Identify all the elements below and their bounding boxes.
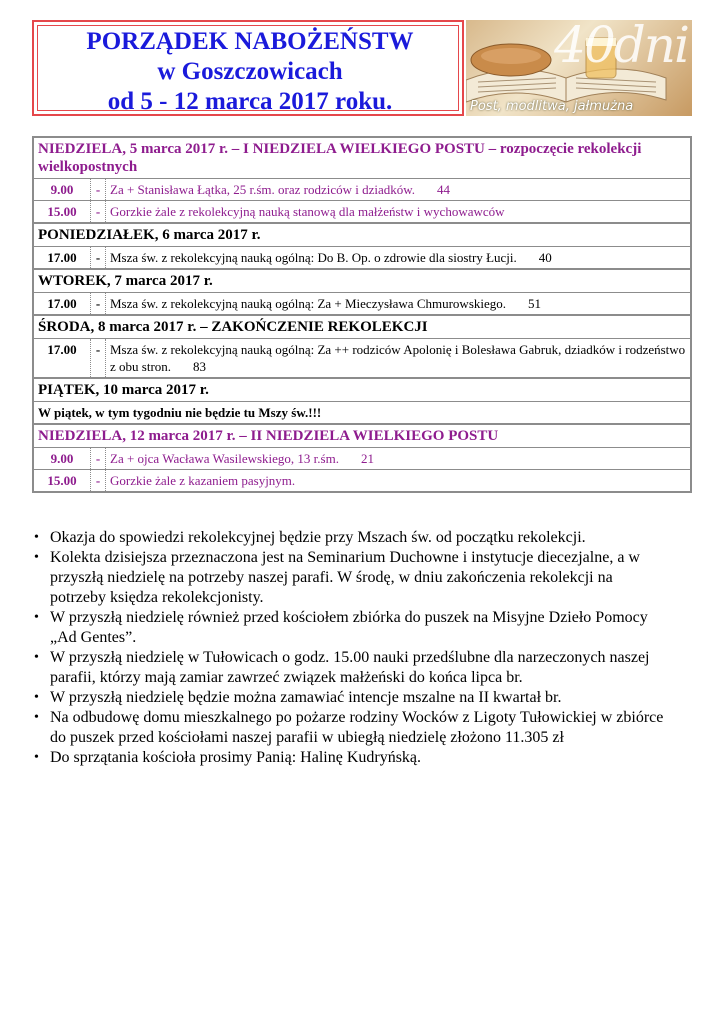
announcement-item — [32, 608, 672, 648]
intention-text: Gorzkie żale z rekolekcyjną nauką stanową dla małżeństw i wychowawców — [110, 204, 505, 219]
intention-number: 44 — [437, 182, 451, 197]
mass-entry — [34, 200, 690, 222]
announcement-text: Na odbudowę domu mieszkalnego po pożarze rodziny Wocków z Ligoty Tułowickiej w zbiórce do puszek przed kościołami naszej parafii w ubiegłą niedzielę złożono 11.305 zł — [50, 709, 664, 746]
mass-intention — [106, 247, 690, 268]
separator-dash: - — [91, 293, 106, 314]
intention-text: Za + ojca Wacława Wasilewskiego, 13 r.śm. — [110, 451, 339, 466]
mass-entry — [34, 292, 690, 314]
announcement-item — [32, 548, 672, 608]
mass-time: 17.00 — [34, 293, 91, 314]
day-heading: NIEDZIELA, 12 marca 2017 r. – II NIEDZIELA WIELKIEGO POSTU — [38, 428, 499, 444]
mass-intention — [106, 293, 690, 314]
intention-number: 21 — [360, 451, 374, 466]
mass-time: 15.00 — [34, 470, 91, 491]
announcement-item — [32, 688, 672, 708]
separator-dash: - — [91, 201, 106, 222]
header — [32, 20, 692, 118]
bullet-icon: • — [34, 750, 39, 765]
title-line-3: od 5 - 12 marca 2017 roku. — [107, 88, 393, 115]
bullet-icon: • — [34, 650, 39, 665]
intention-number: 83 — [193, 359, 207, 374]
announcement-item — [32, 748, 672, 768]
title-line-2: w Goszczowicach — [157, 58, 343, 85]
separator-dash: - — [91, 247, 106, 268]
mass-intention — [106, 448, 690, 469]
bullet-icon: • — [34, 530, 39, 545]
banner-40-days-text: 40dni — [554, 20, 688, 74]
day-heading: WTOREK, 7 marca 2017 r. — [38, 273, 213, 289]
separator-dash: - — [91, 179, 106, 200]
day-heading: PIĄTEK, 10 marca 2017 r. — [38, 382, 209, 398]
day-wednesday-8 — [34, 316, 690, 379]
announcement-text: Okazja do spowiedzi rekolekcyjnej będzie przy Mszach św. od początku rekolekcji. — [50, 529, 586, 546]
announcement-item — [32, 648, 672, 688]
day-heading: ŚRODA, 8 marca 2017 r. – ZAKOŃCZENIE REKOLEKCJI — [38, 319, 428, 335]
intention-text: Za + Stanisława Łątka, 25 r.śm. oraz rodziców i dziadków. — [110, 182, 416, 197]
mass-entry — [34, 469, 690, 491]
intention-number: 40 — [538, 250, 552, 265]
bullet-icon: • — [34, 550, 39, 565]
mass-intention — [106, 470, 690, 491]
mass-time: 15.00 — [34, 201, 91, 222]
day-monday-6 — [34, 224, 690, 270]
mass-time: 17.00 — [34, 339, 91, 377]
bullet-icon: • — [34, 710, 39, 725]
announcements-list — [32, 528, 672, 768]
day-heading: PONIEDZIAŁEK, 6 marca 2017 r. — [38, 227, 261, 243]
mass-entry — [34, 338, 690, 377]
day-note: W piątek, w tym tygodniu nie będzie tu Mszy św.!!! — [34, 401, 690, 423]
title-line-1: PORZĄDEK NABOŻEŃSTW — [86, 28, 414, 55]
intention-text: Gorzkie żale z kazaniem pasyjnym. — [110, 473, 296, 488]
day-sunday-12 — [34, 425, 690, 491]
intention-number: 51 — [528, 296, 542, 311]
mass-entry — [34, 246, 690, 268]
day-tuesday-7 — [34, 270, 690, 316]
mass-entry — [34, 447, 690, 469]
announcement-item — [32, 528, 672, 548]
separator-dash: - — [91, 448, 106, 469]
announcement-text: W przyszłą niedzielę również przed kościołem zbiórka do puszek na Misyjne Dzieło Pomocy „Ad Gentes”. — [50, 609, 648, 646]
day-friday-10 — [34, 379, 690, 425]
announcement-text: Kolekta dzisiejsza przeznaczona jest na Seminarium Duchowne i instytucje diecezjalne, a w przyszłą niedzielę na potrzeby naszej parafi. W środę, w dniu zakończenia rekolekcji na potrzeby księdza rekolekcjonisty. — [50, 549, 640, 606]
mass-time: 9.00 — [34, 179, 91, 200]
mass-time: 17.00 — [34, 247, 91, 268]
intention-text: Msza św. z rekolekcyjną nauką ogólną: Za + Mieczysława Chmurowskiego. — [110, 296, 507, 311]
mass-intention — [106, 201, 690, 222]
separator-dash: - — [91, 470, 106, 491]
mass-intention — [106, 339, 690, 377]
announcement-text: W przyszłą niedzielę w Tułowicach o godz. 15.00 nauki przedślubne dla narzeczonych naszej parafii, którzy mają zamiar zawrzeć związek małżeński do końca lipca br. — [50, 649, 650, 686]
mass-intention — [106, 179, 690, 200]
banner-motto-text: Post, modlitwa, jałmużna — [470, 99, 634, 114]
bullet-icon: • — [34, 690, 39, 705]
mass-time: 9.00 — [34, 448, 91, 469]
bullet-icon: • — [34, 610, 39, 625]
lent-banner-image — [466, 20, 692, 116]
intention-text: Msza św. z rekolekcyjną nauką ogólną: Do B. Op. o zdrowie dla siostry Łucji. — [110, 250, 517, 265]
mass-schedule-table — [32, 136, 692, 493]
announcement-item — [32, 708, 672, 748]
day-sunday-5 — [34, 138, 690, 224]
separator-dash: - — [91, 339, 106, 377]
day-heading: NIEDZIELA, 5 marca 2017 r. – I NIEDZIELA WIELKIEGO POSTU – rozpoczęcie rekolekcji wielkopostnych — [38, 141, 642, 175]
title-box — [32, 20, 464, 116]
announcement-text: Do sprzątania kościoła prosimy Panią: Halinę Kudryńską. — [50, 749, 422, 766]
mass-entry — [34, 178, 690, 200]
intention-text: Msza św. z rekolekcyjną nauką ogólną: Za ++ rodziców Apolonię i Bolesława Gabruk, dziadków i rodzeństwo z obu stron. — [110, 342, 686, 374]
announcement-text: W przyszłą niedzielę będzie można zamawiać intencje mszalne na II kwartał br. — [50, 689, 562, 706]
